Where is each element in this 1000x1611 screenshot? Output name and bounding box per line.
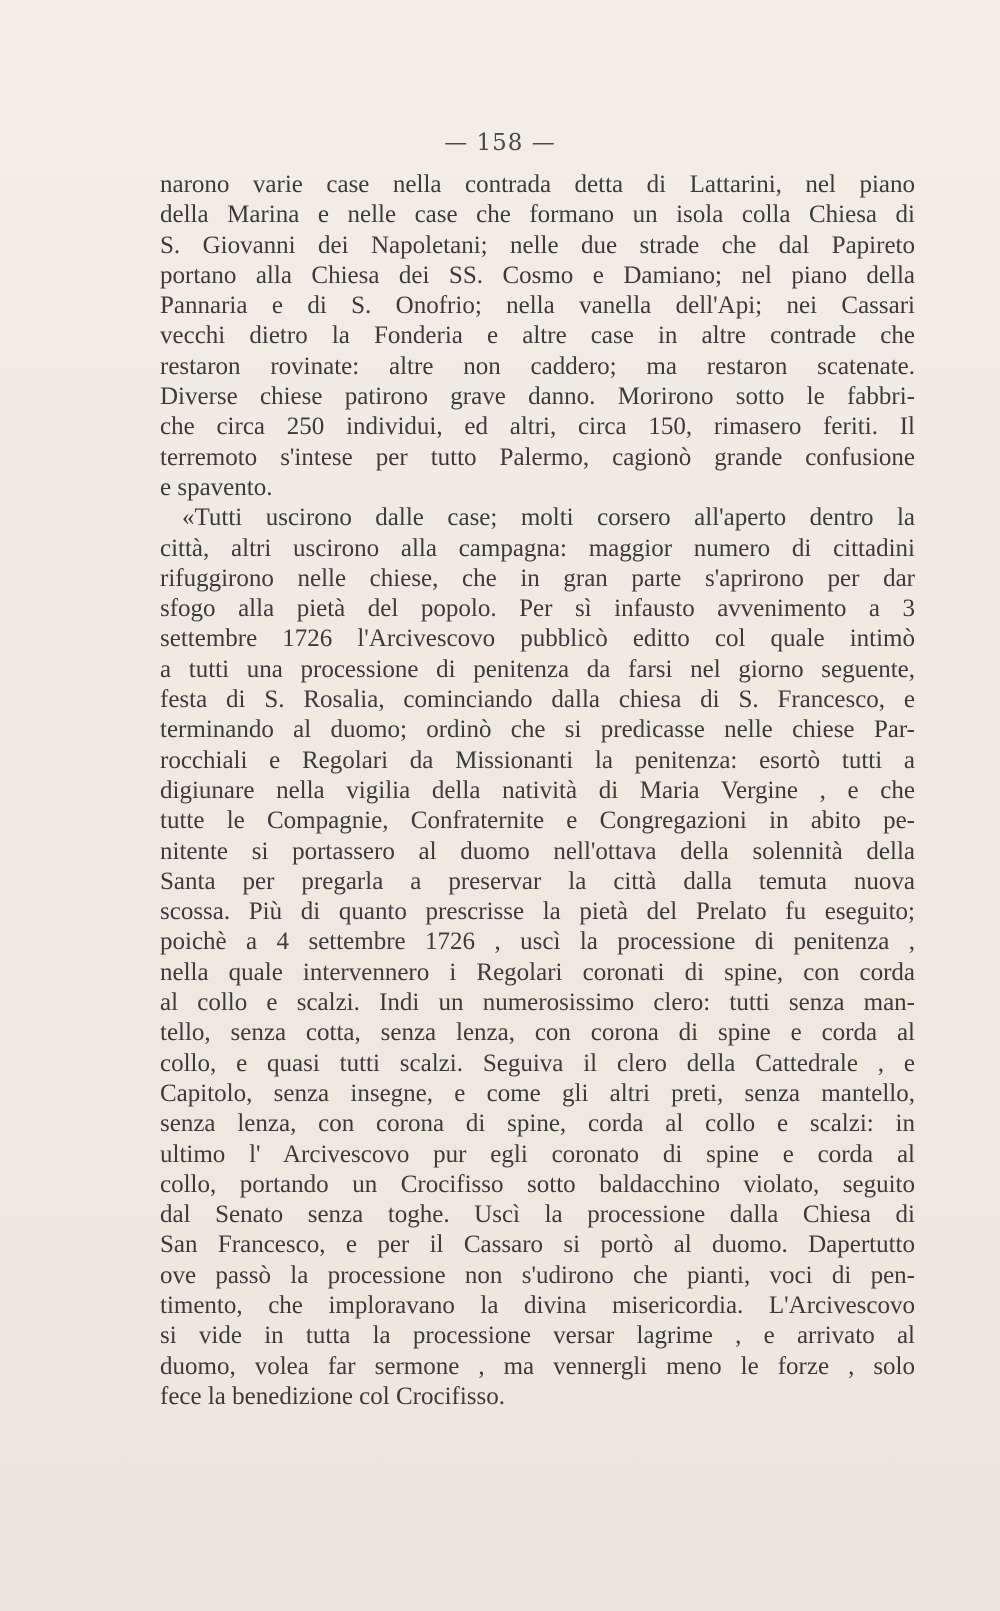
text-line: duomo, volea far sermone , ma vennergli meno le forze , solo — [160, 1352, 915, 1380]
text-line: collo, portando un Crocifisso sotto baldacchino violato, seguito — [160, 1170, 915, 1198]
text-line: a tutti una processione di penitenza da farsi nel giorno seguente, — [160, 655, 915, 683]
text-line: rocchiali e Regolari da Missionanti la penitenza: esortò tutti a — [160, 746, 915, 774]
text-line: «Tutti uscirono dalle case; molti corsero all'aperto dentro la — [182, 504, 915, 532]
text-line: Santa per pregarla a preservar la città dalla temuta nuova — [160, 867, 915, 895]
text-line: San Francesco, e per il Cassaro si portò al duomo. Dapertutto — [160, 1231, 915, 1259]
text-line: restaron rovinate: altre non caddero; ma restaron scatenate. — [160, 352, 915, 380]
text-line: nitente si portassero al duomo nell'ottava della solennità della — [160, 837, 915, 865]
text-line: scossa. Più di quanto prescrisse la pietà del Prelato fu eseguito; — [160, 898, 915, 926]
text-line: timento, che imploravano la divina misericordia. L'Arcivescovo — [160, 1291, 915, 1319]
text-line: nella quale intervennero i Regolari coronati di spine, con corda — [160, 958, 915, 986]
text-line: terminando al duomo; ordinò che si predicasse nelle chiese Par- — [160, 716, 915, 744]
text-line: narono varie case nella contrada detta di Lattarini, nel piano — [160, 171, 915, 198]
text-line: S. Giovanni dei Napoletani; nelle due strade che dal Papireto — [160, 231, 915, 259]
text-line: tutte le Compagnie, Confraternite e Congregazioni in abito pe- — [160, 807, 915, 835]
text-line: poichè a 4 settembre 1726 , uscì la processione di penitenza , — [160, 928, 915, 956]
text-line: tello, senza cotta, senza lenza, con corona di spine e corda al — [160, 1019, 915, 1047]
text-line: che circa 250 individui, ed altri, circa 150, rimasero feriti. Il — [160, 413, 915, 441]
text-line: fece la benedizione col Crocifisso. — [160, 1382, 505, 1410]
text-line: festa di S. Rosalia, cominciando dalla chiesa di S. Francesco, e — [160, 686, 915, 714]
text-line: ultimo l' Arcivescovo pur egli coronato di spine e corda al — [160, 1140, 915, 1168]
text-line: rifuggirono nelle chiese, che in gran parte s'aprirono per dar — [160, 564, 915, 592]
text-line: digiunare nella vigilia della natività di Maria Vergine , e che — [160, 776, 915, 804]
text-line: città, altri uscirono alla campagna: maggior numero di cittadini — [160, 534, 915, 562]
text-line: portano alla Chiesa dei SS. Cosmo e Damiano; nel piano della — [160, 261, 915, 289]
body-text — [160, 170, 915, 1412]
text-line: Pannaria e di S. Onofrio; nella vanella dell'Api; nei Cassari — [160, 292, 915, 320]
page-number: — 158 — — [444, 130, 556, 156]
text-line: Capitolo, senza insegne, e come gli altri preti, senza mantello, — [160, 1079, 915, 1107]
text-line: terremoto s'intese per tutto Palermo, cagionò grande confusione — [160, 443, 915, 471]
text-line: vecchi dietro la Fonderia e altre case in altre contrade che — [160, 322, 915, 350]
text-line: al collo e scalzi. Indi un numerosissimo clero: tutti senza man- — [160, 989, 915, 1017]
text-line: della Marina e nelle case che formano un isola colla Chiesa di — [160, 201, 915, 229]
text-line: sfogo alla pietà del popolo. Per sì infausto avvenimento a 3 — [160, 595, 915, 623]
text-line: settembre 1726 l'Arcivescovo pubblicò editto col quale intimò — [160, 625, 915, 653]
text-line: collo, e quasi tutti scalzi. Seguiva il clero della Cattedrale , e — [160, 1049, 915, 1077]
text-line: dal Senato senza toghe. Uscì la processione dalla Chiesa di — [160, 1201, 915, 1229]
text-line: si vide in tutta la processione versar lagrime , e arrivato al — [160, 1322, 915, 1350]
text-line: senza lenza, con corona di spine, corda al collo e scalzi: in — [160, 1110, 915, 1138]
text-line: Diverse chiese patirono grave danno. Morirono sotto le fabbri- — [160, 383, 915, 411]
text-line: e spavento. — [160, 473, 273, 501]
text-line: ove passò la processione non s'udirono che pianti, voci di pen- — [160, 1261, 915, 1289]
